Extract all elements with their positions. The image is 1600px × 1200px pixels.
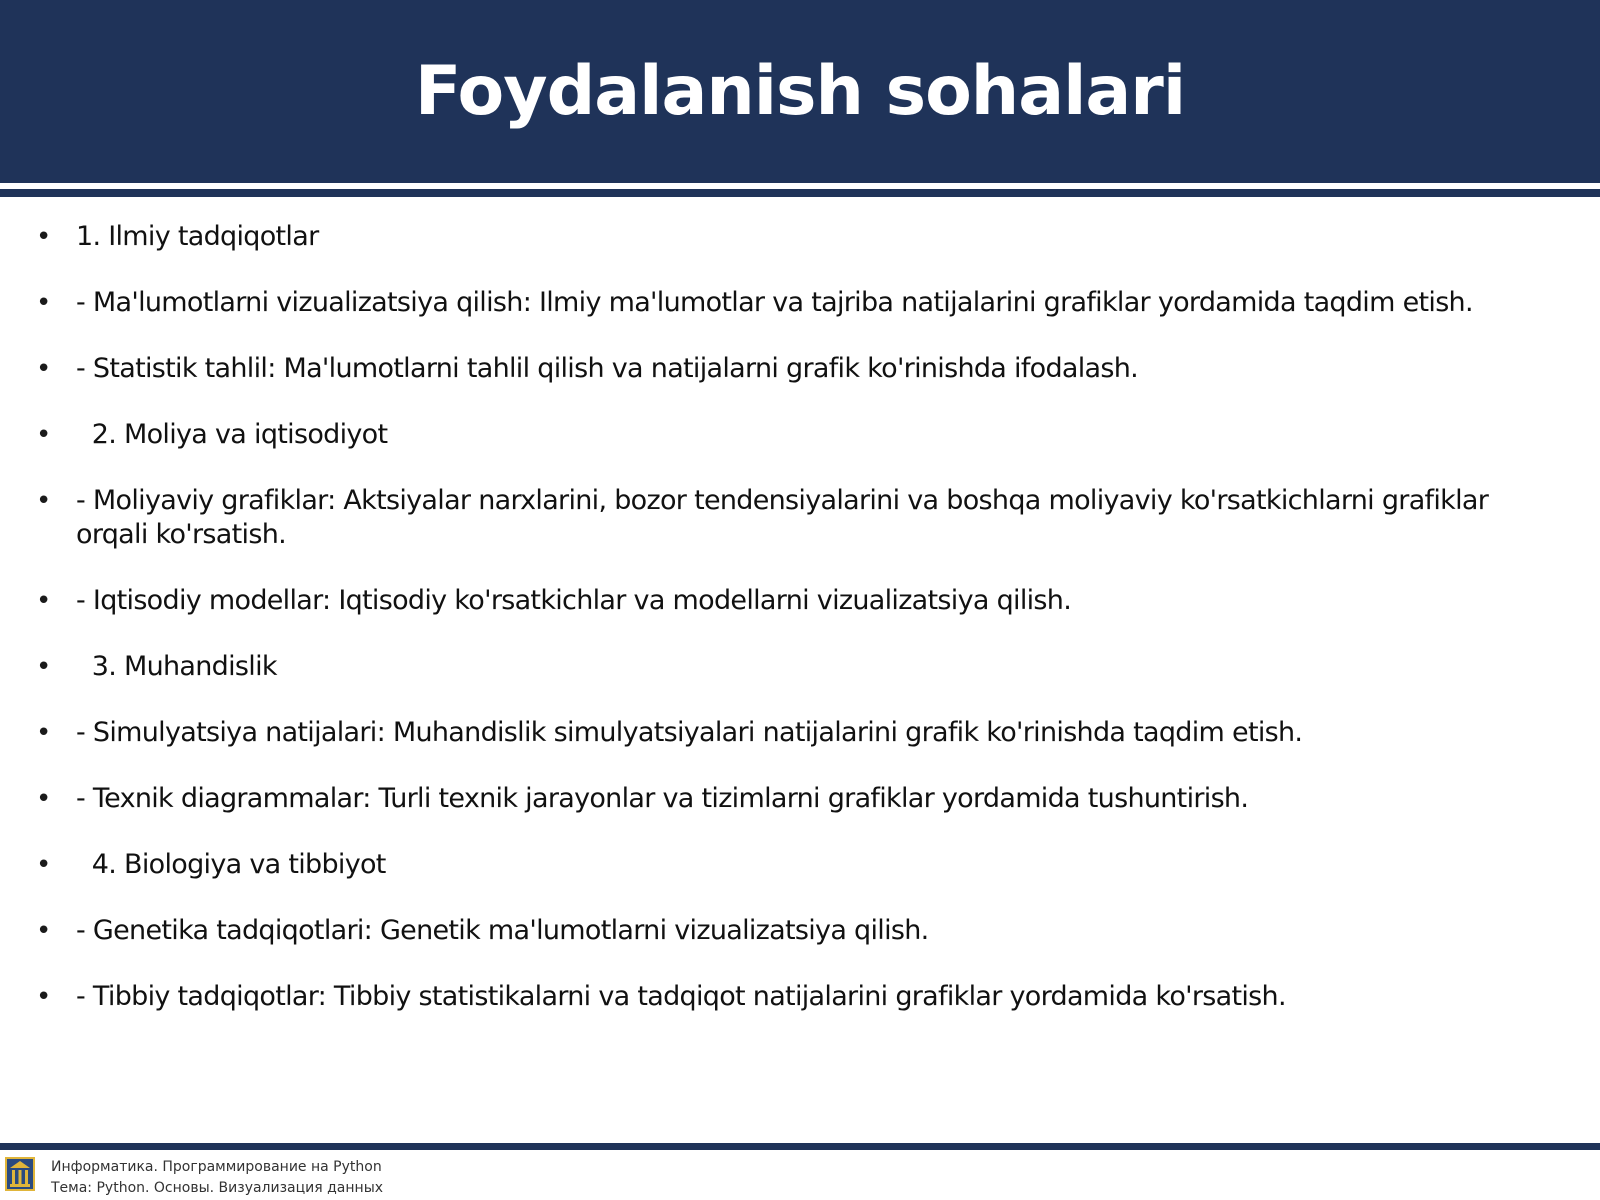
- bullet-marker: •: [36, 784, 52, 814]
- bullet-marker: •: [36, 586, 52, 616]
- footer-divider: [0, 1143, 1600, 1150]
- bullet-marker: •: [36, 850, 52, 880]
- header-divider: [0, 189, 1600, 197]
- bullet-marker: •: [36, 652, 52, 682]
- bullet-marker: •: [36, 916, 52, 946]
- bullet-text: 4. Biologiya va tibbiyot: [76, 849, 386, 880]
- bullet-text: - Moliyaviy grafiklar: Aktsiyalar narxlarini, bozor tendensiyalarini va boshqa moliyaviy ko'rsatkichlarni grafiklar orqali ko'rsatish.: [76, 485, 1497, 550]
- bullet-text: 1. Ilmiy tadqiqotlar: [76, 221, 319, 252]
- bullet-text: - Ma'lumotlarni vizualizatsiya qilish: Ilmiy ma'lumotlar va tajriba natijalarini grafiklar yordamida taqdim etish.: [76, 287, 1473, 318]
- bullet-text: - Genetika tadqiqotlari: Genetik ma'lumotlarni vizualizatsiya qilish.: [76, 915, 929, 946]
- bullet-marker: •: [36, 420, 52, 450]
- university-building-icon: [4, 1156, 36, 1192]
- footer-course-line: Информатика. Программирование на Python: [51, 1159, 382, 1175]
- bullet-text: - Simulyatsiya natijalari: Muhandislik simulyatsiyalari natijalarini grafik ko'rinishda taqdim etish.: [76, 717, 1303, 748]
- bullet-marker: •: [36, 354, 52, 384]
- bullet-text: - Tibbiy tadqiqotlar: Tibbiy statistikalarni va tadqiqot natijalarini grafiklar yordamida ko'rsatish.: [76, 981, 1286, 1012]
- bullet-text: - Texnik diagrammalar: Turli texnik jarayonlar va tizimlarni grafiklar yordamida tushuntirish.: [76, 783, 1249, 814]
- bullet-marker: •: [36, 222, 52, 252]
- bullet-text: 2. Moliya va iqtisodiyot: [76, 419, 388, 450]
- bullet-marker: •: [36, 982, 52, 1012]
- bullet-text: 3. Muhandislik: [76, 651, 277, 682]
- slide-header: [0, 0, 1600, 183]
- footer-topic-line: Тема: Python. Основы. Визуализация данных: [51, 1180, 384, 1196]
- bullet-text: - Iqtisodiy modellar: Iqtisodiy ko'rsatkichlar va modellarni vizualizatsiya qilish.: [76, 585, 1072, 616]
- bullet-marker: •: [36, 718, 52, 748]
- bullet-text: - Statistik tahlil: Ma'lumotlarni tahlil qilish va natijalarni grafik ko'rinishda ifodalash.: [76, 353, 1139, 384]
- bullet-marker: •: [36, 288, 52, 318]
- bullet-marker: •: [36, 486, 52, 516]
- slide-title: Foydalanish sohalari: [414, 52, 1186, 131]
